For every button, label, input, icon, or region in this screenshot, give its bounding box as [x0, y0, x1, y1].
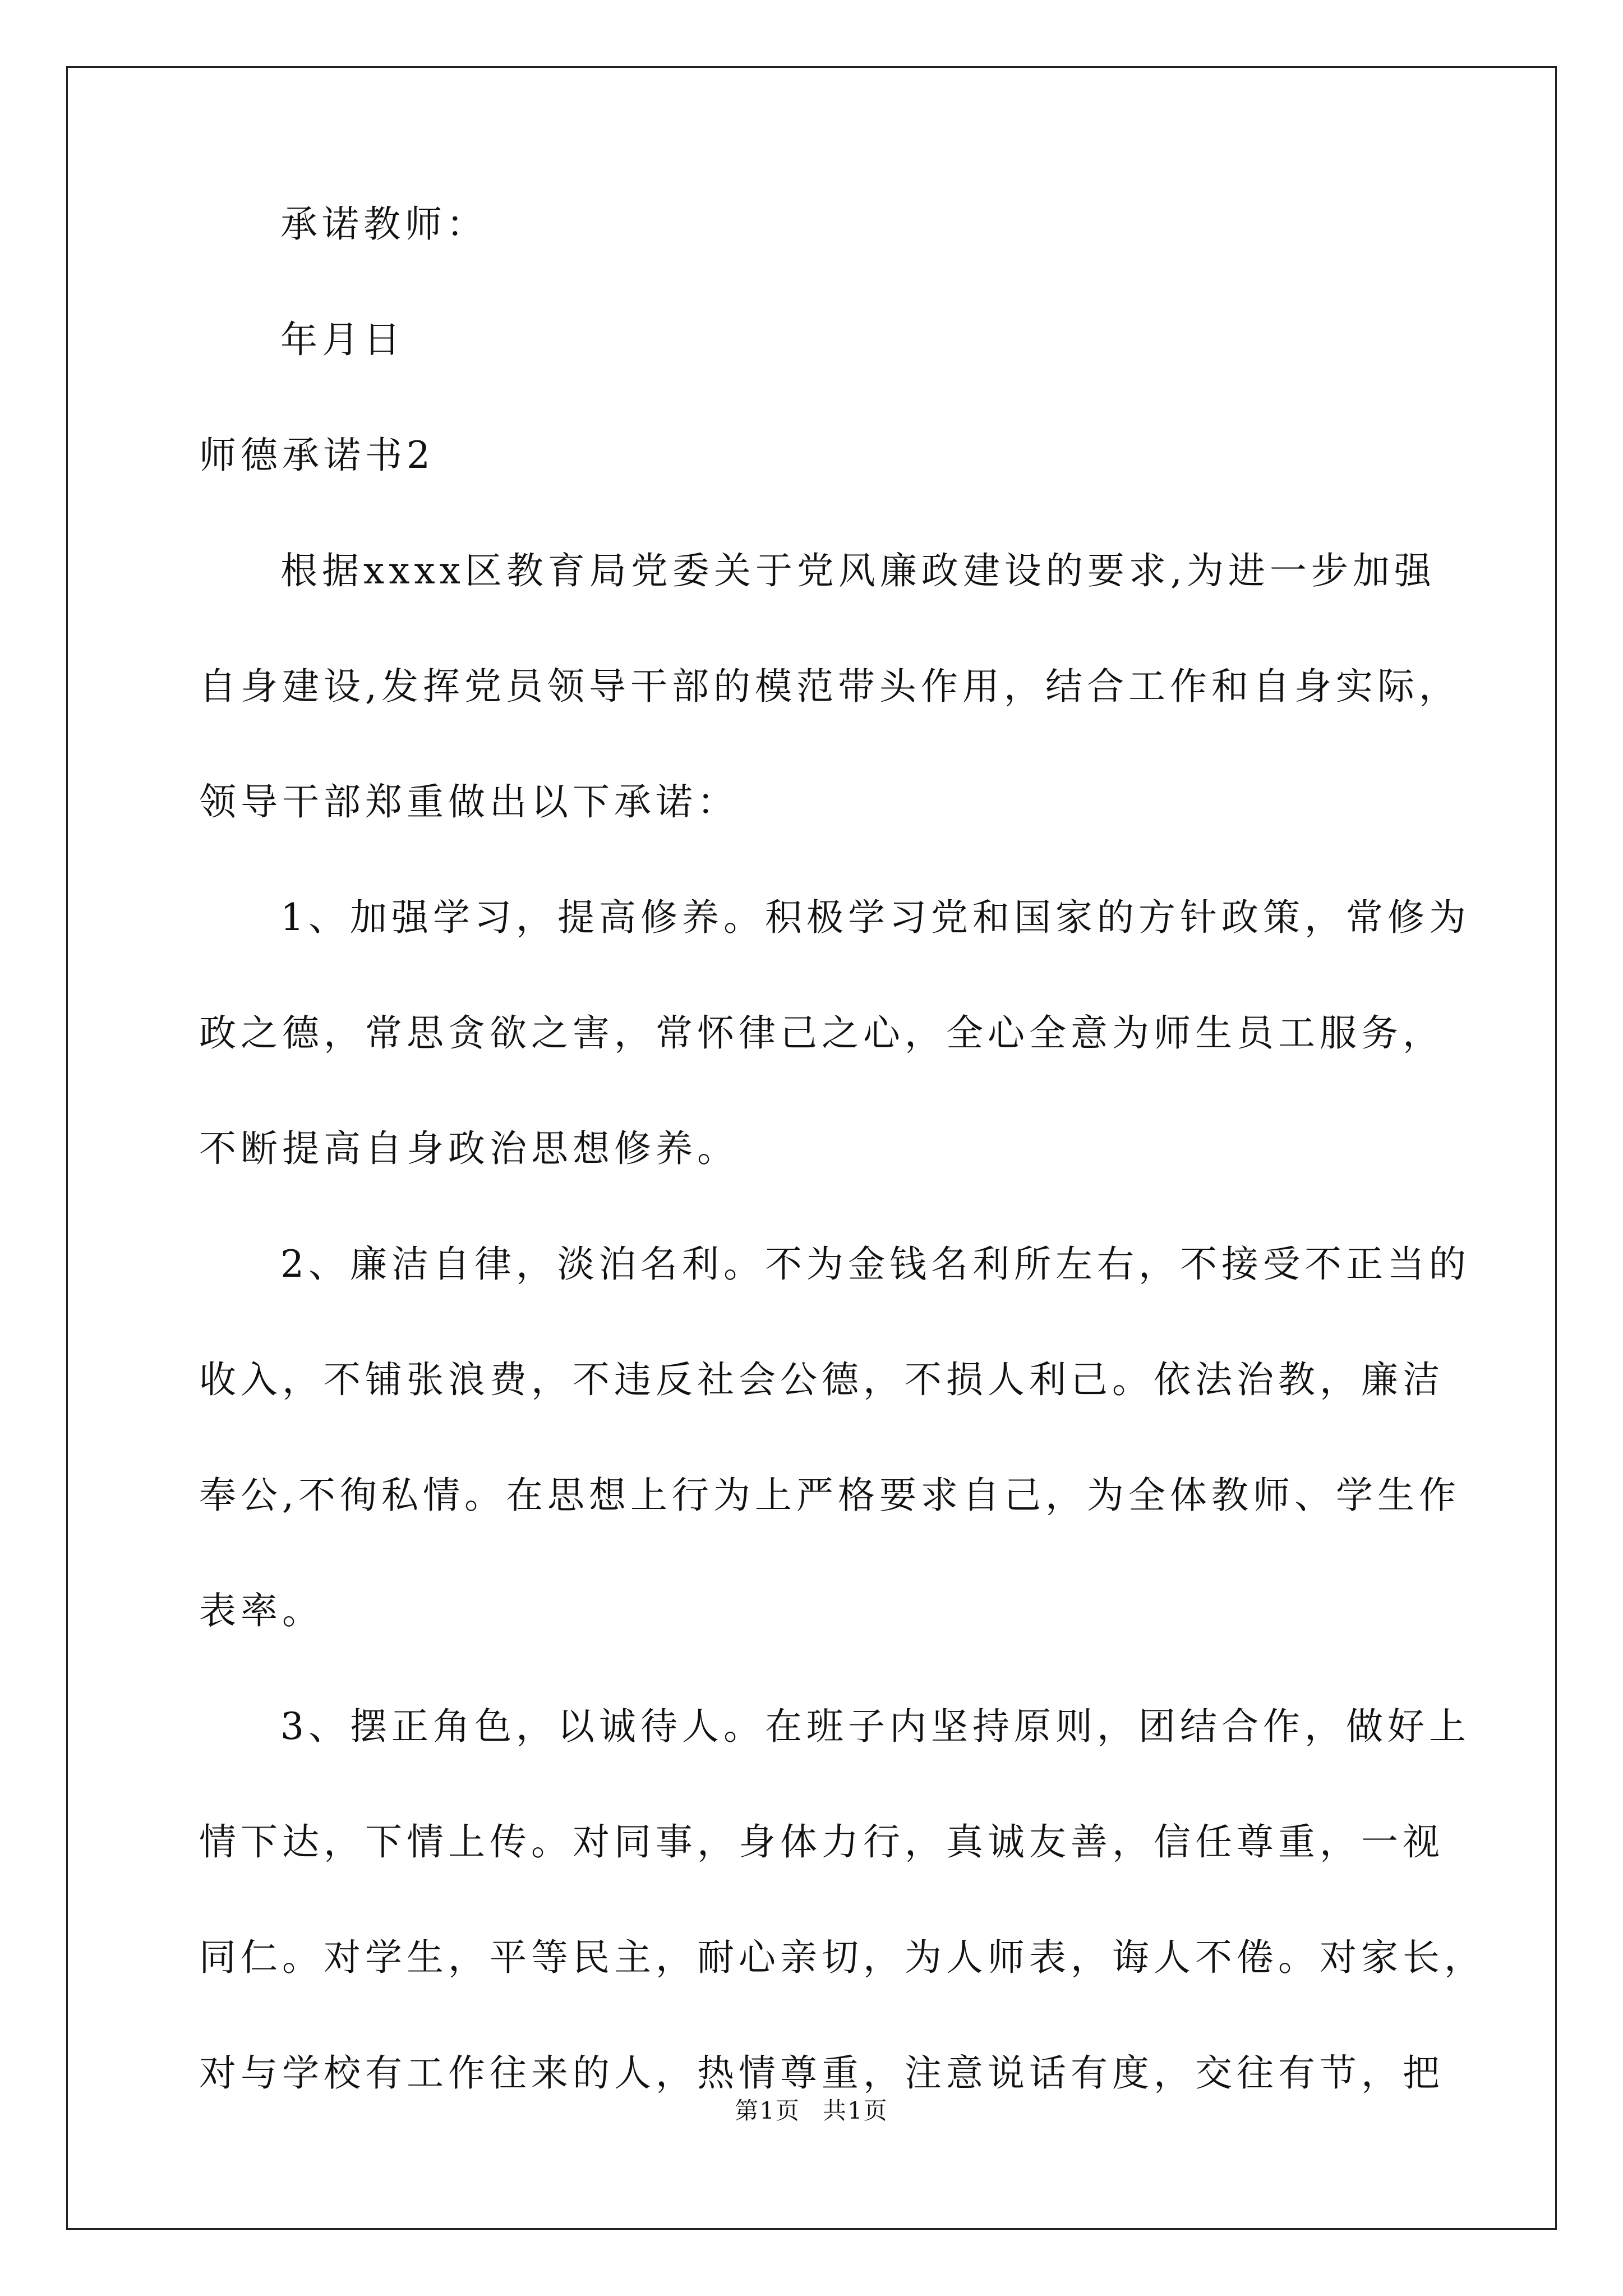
paragraph-line: 表率。 [199, 1589, 324, 1632]
section-title: 师德承诺书2 [199, 434, 435, 477]
paragraph-line: 政之德，常思贪欲之害，常怀律己之心，全心全意为师生员工服务， [199, 1011, 1444, 1055]
paragraph-line: 不断提高自身政治思想修养。 [199, 1127, 739, 1170]
page-number: 第1页 [735, 2097, 800, 2124]
paragraph-line: 根据xxxx区教育局党委关于党风廉政建设的要求,为进一步加强 [280, 549, 1436, 592]
signature-line: 承诺教师： [280, 203, 488, 246]
paragraph-line: 自身建设,发挥党员领导干部的模范带头作用，结合工作和自身实际， [199, 665, 1460, 708]
paragraph-line: 领导干部郑重做出以下承诺： [199, 780, 739, 823]
page-footer [0, 2097, 1623, 2125]
paragraph-line: 1、加强学习，提高修养。积极学习党和国家的方针政策，常修为 [280, 896, 1470, 939]
page-total: 共1页 [823, 2097, 888, 2124]
paragraph-line: 收入，不铺张浪费，不违反社会公德，不损人利己。依法治教，廉洁 [199, 1358, 1444, 1401]
paragraph-line: 情下达，下情上传。对同事，身体力行，真诚友善，信任尊重，一视 [199, 1820, 1444, 1864]
paragraph-line: 对与学校有工作往来的人，热情尊重，注意说话有度，交往有节，把 [199, 2051, 1444, 2095]
paragraph-line: 2、廉洁自律，淡泊名利。不为金钱名利所左右，不接受不正当的 [280, 1243, 1470, 1286]
date-line: 年月日 [280, 318, 405, 361]
paragraph-line: 奉公,不徇私情。在思想上行为上严格要求自己，为全体教师、学生作 [199, 1474, 1460, 1517]
paragraph-line: 同仁。对学生，平等民主，耐心亲切，为人师表，诲人不倦。对家长， [199, 1936, 1486, 1979]
paragraph-line: 3、摆正角色，以诚待人。在班子内坚持原则，团结合作，做好上 [280, 1705, 1470, 1748]
